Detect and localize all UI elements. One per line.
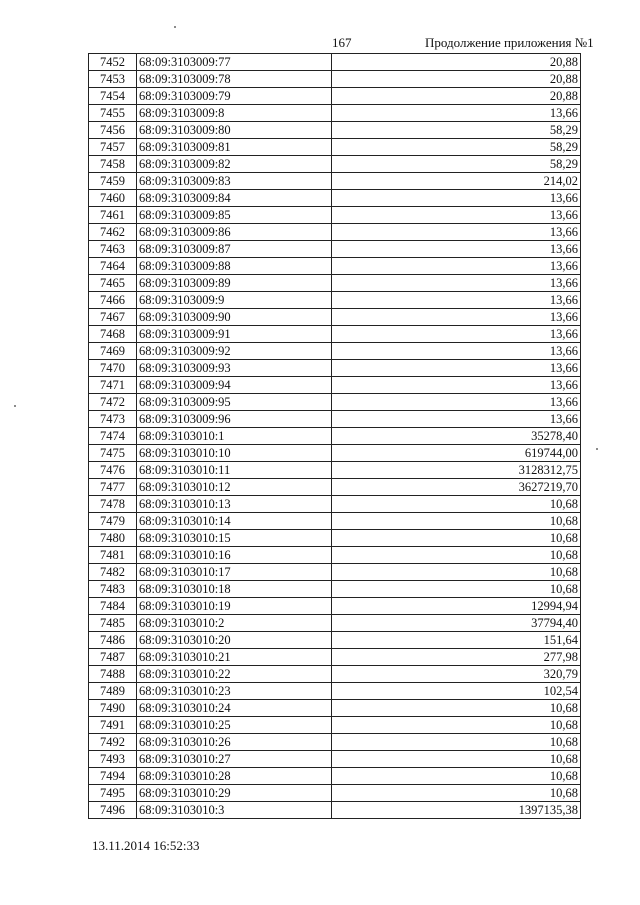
- row-number: 7484: [89, 598, 137, 615]
- table-row: [89, 122, 581, 139]
- scan-speck: [174, 26, 176, 28]
- cadastral-number: 68:09:3103009:8: [137, 105, 332, 122]
- row-number: 7454: [89, 88, 137, 105]
- row-number: 7494: [89, 768, 137, 785]
- cadastral-number: 68:09:3103009:79: [137, 88, 332, 105]
- scan-speck: [596, 448, 598, 450]
- cadastral-value: 35278,40: [332, 428, 581, 445]
- table-row: [89, 360, 581, 377]
- cadastral-value: 13,66: [332, 360, 581, 377]
- table-row: [89, 394, 581, 411]
- row-number: 7471: [89, 377, 137, 394]
- row-number: 7476: [89, 462, 137, 479]
- table-row: [89, 751, 581, 768]
- row-number: 7469: [89, 343, 137, 360]
- row-number: 7461: [89, 207, 137, 224]
- cadastral-number: 68:09:3103009:83: [137, 173, 332, 190]
- cadastral-number: 68:09:3103009:95: [137, 394, 332, 411]
- table-row: [89, 309, 581, 326]
- cadastral-value: 102,54: [332, 683, 581, 700]
- row-number: 7495: [89, 785, 137, 802]
- table-row: [89, 445, 581, 462]
- cadastral-number: 68:09:3103010:18: [137, 581, 332, 598]
- cadastral-number: 68:09:3103010:29: [137, 785, 332, 802]
- cadastral-number: 68:09:3103010:19: [137, 598, 332, 615]
- cadastral-number: 68:09:3103010:23: [137, 683, 332, 700]
- cadastral-value: 13,66: [332, 207, 581, 224]
- table-row: [89, 190, 581, 207]
- table-row: [89, 700, 581, 717]
- cadastral-value: 13,66: [332, 343, 581, 360]
- cadastral-value: 58,29: [332, 139, 581, 156]
- cadastral-value: 20,88: [332, 54, 581, 71]
- row-number: 7479: [89, 513, 137, 530]
- row-number: 7496: [89, 802, 137, 819]
- cadastral-value: 214,02: [332, 173, 581, 190]
- row-number: 7483: [89, 581, 137, 598]
- table-row: [89, 54, 581, 71]
- cadastral-number: 68:09:3103009:91: [137, 326, 332, 343]
- row-number: 7455: [89, 105, 137, 122]
- cadastral-number: 68:09:3103010:20: [137, 632, 332, 649]
- cadastral-number: 68:09:3103009:88: [137, 258, 332, 275]
- cadastral-number: 68:09:3103010:24: [137, 700, 332, 717]
- row-number: 7464: [89, 258, 137, 275]
- cadastral-number: 68:09:3103009:94: [137, 377, 332, 394]
- cadastral-value: 10,68: [332, 734, 581, 751]
- table-row: [89, 649, 581, 666]
- table-row: [89, 71, 581, 88]
- cadastral-value: 277,98: [332, 649, 581, 666]
- cadastral-value: 13,66: [332, 275, 581, 292]
- row-number: 7485: [89, 615, 137, 632]
- cadastral-value: 13,66: [332, 326, 581, 343]
- row-number: 7470: [89, 360, 137, 377]
- table-row: [89, 785, 581, 802]
- cadastral-number: 68:09:3103009:86: [137, 224, 332, 241]
- cadastral-value: 10,68: [332, 564, 581, 581]
- table-row: [89, 496, 581, 513]
- row-number: 7474: [89, 428, 137, 445]
- cadastral-number: 68:09:3103009:81: [137, 139, 332, 156]
- table-row: [89, 768, 581, 785]
- cadastral-number: 68:09:3103010:27: [137, 751, 332, 768]
- table-row: [89, 479, 581, 496]
- cadastral-number: 68:09:3103010:25: [137, 717, 332, 734]
- table-row: [89, 377, 581, 394]
- cadastral-value: 58,29: [332, 156, 581, 173]
- table-row: [89, 224, 581, 241]
- cadastral-value: 1397135,38: [332, 802, 581, 819]
- row-number: 7468: [89, 326, 137, 343]
- row-number: 7472: [89, 394, 137, 411]
- cadastral-value: 10,68: [332, 530, 581, 547]
- cadastral-value: 13,66: [332, 105, 581, 122]
- row-number: 7473: [89, 411, 137, 428]
- table-row: [89, 139, 581, 156]
- cadastral-number: 68:09:3103010:28: [137, 768, 332, 785]
- table-row: [89, 258, 581, 275]
- row-number: 7475: [89, 445, 137, 462]
- table-row: [89, 564, 581, 581]
- cadastral-number: 68:09:3103009:9: [137, 292, 332, 309]
- row-number: 7456: [89, 122, 137, 139]
- table-row: [89, 632, 581, 649]
- row-number: 7452: [89, 54, 137, 71]
- cadastral-number: 68:09:3103009:90: [137, 309, 332, 326]
- row-number: 7462: [89, 224, 137, 241]
- cadastral-number: 68:09:3103010:13: [137, 496, 332, 513]
- table-row: [89, 513, 581, 530]
- table-row: [89, 207, 581, 224]
- cadastral-number: 68:09:3103009:78: [137, 71, 332, 88]
- cadastral-value-table: [88, 53, 581, 819]
- print-timestamp: 13.11.2014 16:52:33: [92, 838, 200, 853]
- table-row: [89, 717, 581, 734]
- cadastral-value: 10,68: [332, 700, 581, 717]
- cadastral-value: 320,79: [332, 666, 581, 683]
- cadastral-number: 68:09:3103009:89: [137, 275, 332, 292]
- row-number: 7490: [89, 700, 137, 717]
- row-number: 7480: [89, 530, 137, 547]
- row-number: 7460: [89, 190, 137, 207]
- cadastral-value: 10,68: [332, 768, 581, 785]
- row-number: 7477: [89, 479, 137, 496]
- row-number: 7453: [89, 71, 137, 88]
- cadastral-value: 10,68: [332, 547, 581, 564]
- table-row: [89, 802, 581, 819]
- row-number: 7493: [89, 751, 137, 768]
- table-row: [89, 598, 581, 615]
- cadastral-value: 3627219,70: [332, 479, 581, 496]
- row-number: 7466: [89, 292, 137, 309]
- cadastral-number: 68:09:3103010:1: [137, 428, 332, 445]
- table-row: [89, 666, 581, 683]
- table-row: [89, 343, 581, 360]
- cadastral-value: 10,68: [332, 785, 581, 802]
- table-row: [89, 547, 581, 564]
- cadastral-value: 10,68: [332, 717, 581, 734]
- cadastral-value: 20,88: [332, 88, 581, 105]
- row-number: 7487: [89, 649, 137, 666]
- row-number: 7486: [89, 632, 137, 649]
- cadastral-value: 13,66: [332, 241, 581, 258]
- cadastral-number: 68:09:3103009:84: [137, 190, 332, 207]
- cadastral-value: 13,66: [332, 258, 581, 275]
- table-row: [89, 411, 581, 428]
- scan-speck: [14, 405, 16, 407]
- cadastral-value: 10,68: [332, 513, 581, 530]
- cadastral-number: 68:09:3103010:14: [137, 513, 332, 530]
- cadastral-number: 68:09:3103009:80: [137, 122, 332, 139]
- row-number: 7481: [89, 547, 137, 564]
- cadastral-number: 68:09:3103010:26: [137, 734, 332, 751]
- cadastral-value: 10,68: [332, 751, 581, 768]
- cadastral-number: 68:09:3103010:12: [137, 479, 332, 496]
- table-row: [89, 462, 581, 479]
- cadastral-value: 10,68: [332, 581, 581, 598]
- table-row: [89, 428, 581, 445]
- table-row: [89, 105, 581, 122]
- cadastral-value: 13,66: [332, 394, 581, 411]
- row-number: 7489: [89, 683, 137, 700]
- cadastral-number: 68:09:3103009:96: [137, 411, 332, 428]
- cadastral-value: 12994,94: [332, 598, 581, 615]
- row-number: 7482: [89, 564, 137, 581]
- cadastral-number: 68:09:3103009:77: [137, 54, 332, 71]
- cadastral-value: 13,66: [332, 224, 581, 241]
- appendix-continuation-note: Продолжение приложения №1: [425, 35, 594, 50]
- table-row: [89, 734, 581, 751]
- table-body: [89, 54, 581, 819]
- cadastral-value: 13,66: [332, 309, 581, 326]
- table-row: [89, 173, 581, 190]
- row-number: 7463: [89, 241, 137, 258]
- row-number: 7488: [89, 666, 137, 683]
- table-row: [89, 326, 581, 343]
- row-number: 7492: [89, 734, 137, 751]
- cadastral-number: 68:09:3103009:85: [137, 207, 332, 224]
- table-row: [89, 292, 581, 309]
- table-row: [89, 275, 581, 292]
- cadastral-number: 68:09:3103010:10: [137, 445, 332, 462]
- cadastral-value: 13,66: [332, 377, 581, 394]
- table-row: [89, 683, 581, 700]
- cadastral-number: 68:09:3103010:15: [137, 530, 332, 547]
- cadastral-number: 68:09:3103010:11: [137, 462, 332, 479]
- row-number: 7459: [89, 173, 137, 190]
- row-number: 7467: [89, 309, 137, 326]
- cadastral-value: 58,29: [332, 122, 581, 139]
- cadastral-number: 68:09:3103010:2: [137, 615, 332, 632]
- cadastral-number: 68:09:3103009:87: [137, 241, 332, 258]
- row-number: 7458: [89, 156, 137, 173]
- table-row: [89, 156, 581, 173]
- row-number: 7478: [89, 496, 137, 513]
- table-row: [89, 615, 581, 632]
- cadastral-number: 68:09:3103010:3: [137, 802, 332, 819]
- cadastral-value: 13,66: [332, 292, 581, 309]
- cadastral-value: 619744,00: [332, 445, 581, 462]
- cadastral-value: 37794,40: [332, 615, 581, 632]
- row-number: 7465: [89, 275, 137, 292]
- row-number: 7491: [89, 717, 137, 734]
- cadastral-value: 20,88: [332, 71, 581, 88]
- table-row: [89, 581, 581, 598]
- cadastral-number: 68:09:3103010:22: [137, 666, 332, 683]
- table-row: [89, 241, 581, 258]
- cadastral-number: 68:09:3103010:17: [137, 564, 332, 581]
- table-row: [89, 530, 581, 547]
- cadastral-value: 3128312,75: [332, 462, 581, 479]
- cadastral-number: 68:09:3103010:21: [137, 649, 332, 666]
- cadastral-number: 68:09:3103010:16: [137, 547, 332, 564]
- cadastral-number: 68:09:3103009:92: [137, 343, 332, 360]
- cadastral-number: 68:09:3103009:93: [137, 360, 332, 377]
- cadastral-number: 68:09:3103009:82: [137, 156, 332, 173]
- cadastral-value: 13,66: [332, 411, 581, 428]
- cadastral-value: 10,68: [332, 496, 581, 513]
- cadastral-value: 151,64: [332, 632, 581, 649]
- cadastral-value: 13,66: [332, 190, 581, 207]
- row-number: 7457: [89, 139, 137, 156]
- page-number: 167: [332, 35, 352, 50]
- table-row: [89, 88, 581, 105]
